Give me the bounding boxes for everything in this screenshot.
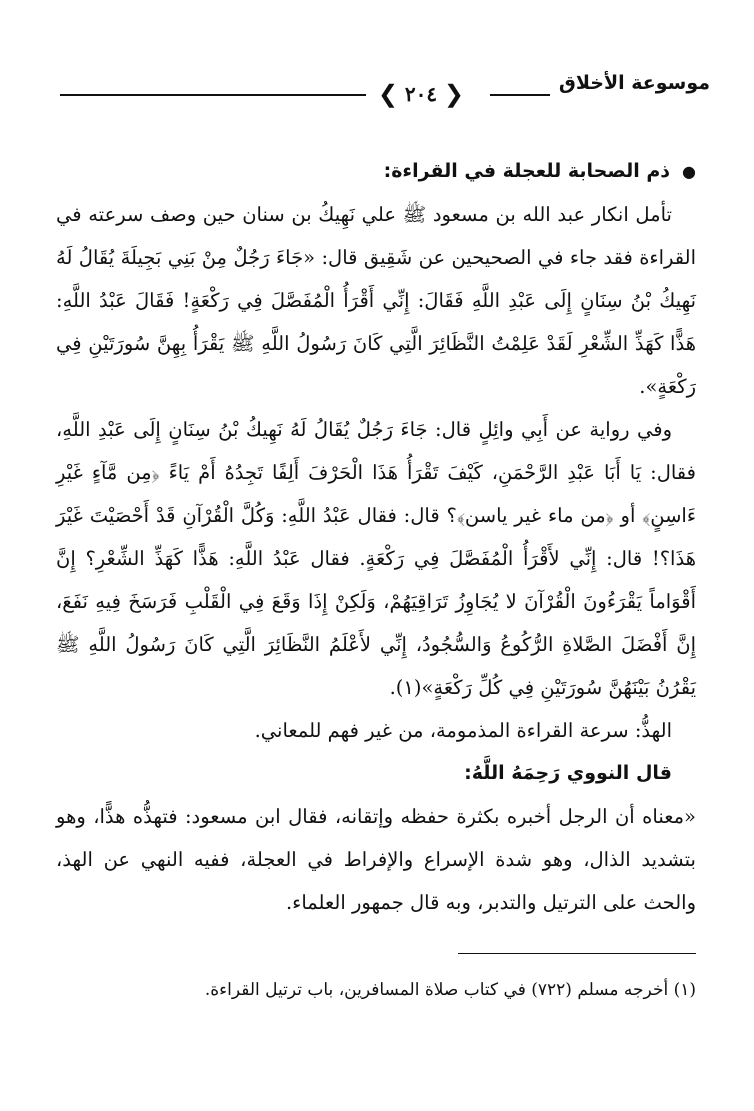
- paragraph-4: «معناه أن الرجل أخبره بكثرة حفظه وإتقانه، فقال ابن مسعود: فتهذُّه هذًّا، وهو بتشديد الذال، وهو شدة الإسراع والإفراط في العجلة، ففيه النهي عن الهذ، والحث على الترتيل والتدبر، وبه قال جمهور العلماء.: [56, 805, 696, 914]
- bullet-icon: ●: [682, 162, 696, 181]
- page-number: ❮ ٢٠٤ ❯: [380, 79, 462, 109]
- header-rule-left: [60, 94, 366, 96]
- section-title-text: ذم الصحابة للعجلة في القراءة:: [383, 160, 671, 182]
- header-rule-right: [490, 94, 550, 96]
- book-title: موسوعة الأخلاق: [558, 72, 710, 94]
- paragraph-2: وفي رواية عن أَبِي وائِلٍ قال: جَاءَ رَجُلٌ يُقَالُ لَهُ نَهِيكُ بْنُ سِنَانٍ إِلَى عَبْدِ اللَّهِ، فقال: يَا أَبَا عَبْدِ الرَّحْمَنِ، كَيْفَ تَقْرَأُ هَذَا الْحَرْفَ أَلِفًا تَجِدُهُ أَمْ يَاءً ﴿مِن مَّآءٍ غَيْرِ ءَاسِنٍ﴾ أو ﴿من ماء غير ياسن﴾؟ قال: فقال عَبْدُ اللَّهِ: وَكُلَّ الْقُرْآنِ قَدْ أَحْصَيْتَ غَيْرَ هَذَا؟! قال: إِنِّي لأَقْرَأُ الْمُفَصَّلَ فِي رَكْعَةٍ. فقال عَبْدُ اللَّهِ: هَذًّا كَهَذِّ الشِّعْرِ؟ إِنَّ أَقْوَاماً يَقْرَءُونَ الْقُرْآنَ لا يُجَاوِزُ تَرَاقِيَهُمْ، وَلَكِنْ إِذَا وَقَعَ فِي الْقَلْبِ فَرَسَخَ فِيهِ نَفَعَ، إِنَّ أَفْضَلَ الصَّلاةِ الرُّكُوعُ وَالسُّجُودُ، إِنِّي لأَعْلَمُ النَّظَائِرَ الَّتِي كَانَ رَسُولُ اللَّهِ ﷺ يَقْرُنُ بَيْنَهُنَّ سُورَتَيْنِ فِي كُلِّ رَكْعَةٍ»(١).: [56, 418, 696, 699]
- page-header: [60, 64, 710, 108]
- footnote-separator: [458, 953, 696, 954]
- section-heading: [56, 150, 696, 193]
- paragraph-1: تأمل انكار عبد الله بن مسعود ﷺ علي نَهِيكُ بن سنان حين وصف سرعته في القراءة فقد جاء في الصحيحين عن شَقِيق قال: «جَاءَ رَجُلٌ مِنْ بَنِي بَجِيلَةَ يُقَالُ لَهُ نَهِيكُ بْنُ سِنَانٍ إِلَى عَبْدِ اللَّهِ فَقَالَ: إِنِّي أَقْرَأُ الْمُفَصَّلَ فِي رَكْعَةٍ! فَقَالَ عَبْدُ اللَّهِ: هَذًّا كَهَذِّ الشِّعْرِ لَقَدْ عَلِمْتُ النَّظَائِرَ الَّتِي كَانَ رَسُولُ اللَّهِ ﷺ يَقْرَأُ بِهِنَّ سُورَتَيْنِ فِي رَكْعَةٍ».: [56, 203, 696, 398]
- footnote: (١) أخرجه مسلم (٧٢٢) في كتاب صلاة المسافرين، باب ترتيل القراءة.: [204, 980, 696, 1000]
- paragraph-3: الهذُّ: سرعة القراءة المذمومة، من غير فهم للمعاني.: [254, 719, 672, 742]
- nawawi-heading: قال النووي رَحِمَهُ اللَّهُ:: [464, 762, 672, 784]
- main-content: [56, 150, 696, 924]
